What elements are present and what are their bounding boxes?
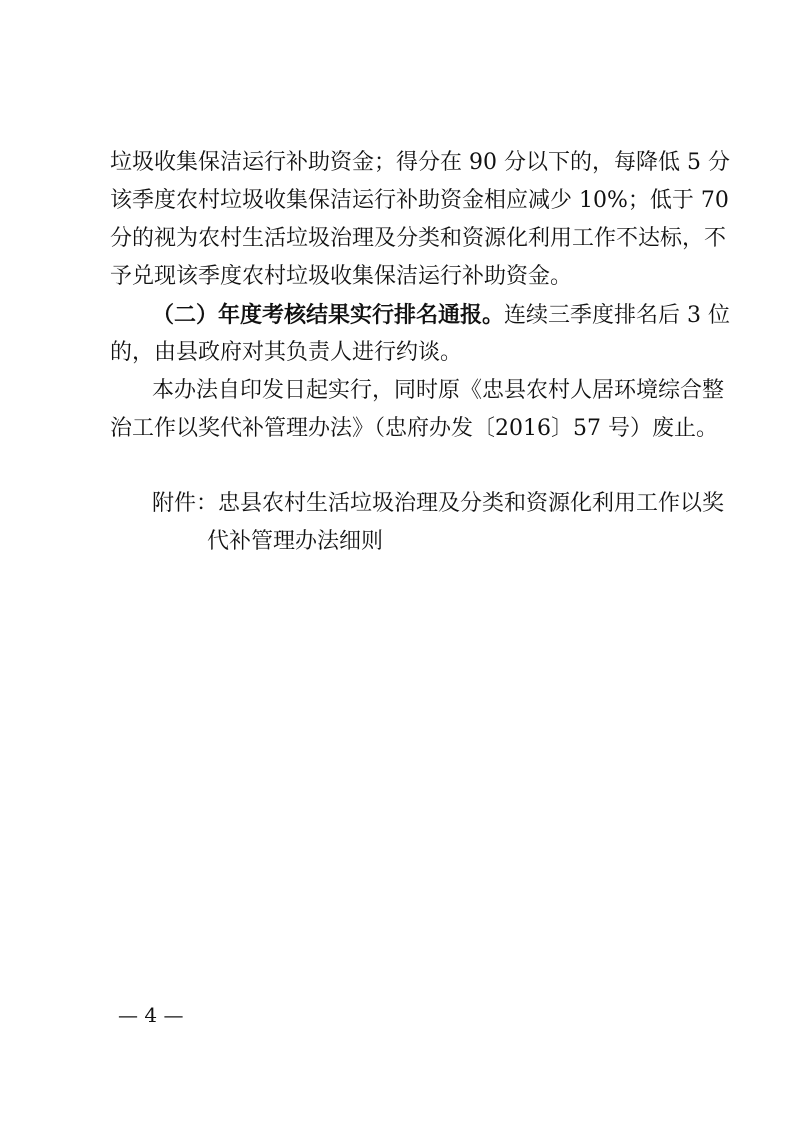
para1-line4: 予兑现该季度农村垃圾收集保洁运行补助资金。 bbox=[110, 264, 573, 289]
attachment-line2: 代补管理办法细则 bbox=[207, 529, 384, 554]
para1-line2: 该季度农村垃圾收集保洁运行补助资金相应减少 10%；低于 70 bbox=[110, 188, 729, 213]
para2-line1 bbox=[152, 297, 730, 334]
para2-heading: （二）年度考核结果实行排名通报。 bbox=[152, 302, 505, 328]
page-number: — 4 — bbox=[118, 1003, 184, 1027]
para3-line1: 本办法自印发日起实行，同时原《忠县农村人居环境综合整 bbox=[152, 378, 725, 403]
para2-line1-rest: 连续三季度排名后 3 位 bbox=[504, 303, 730, 328]
para2-line2: 的，由县政府对其负责人进行约谈。 bbox=[110, 340, 463, 365]
para3-line2: 治工作以奖代补管理办法》（忠府办发〔2016〕57 号）废止。 bbox=[110, 416, 718, 441]
para1-line3: 分的视为农村生活垃圾治理及分类和资源化利用工作不达标，不 bbox=[110, 226, 727, 251]
attachment-line1: 附件：忠县农村生活垃圾治理及分类和资源化利用工作以奖 bbox=[152, 491, 725, 516]
para1-line1: 垃圾收集保洁运行补助资金；得分在 90 分以下的，每降低 5 分 bbox=[110, 150, 730, 175]
